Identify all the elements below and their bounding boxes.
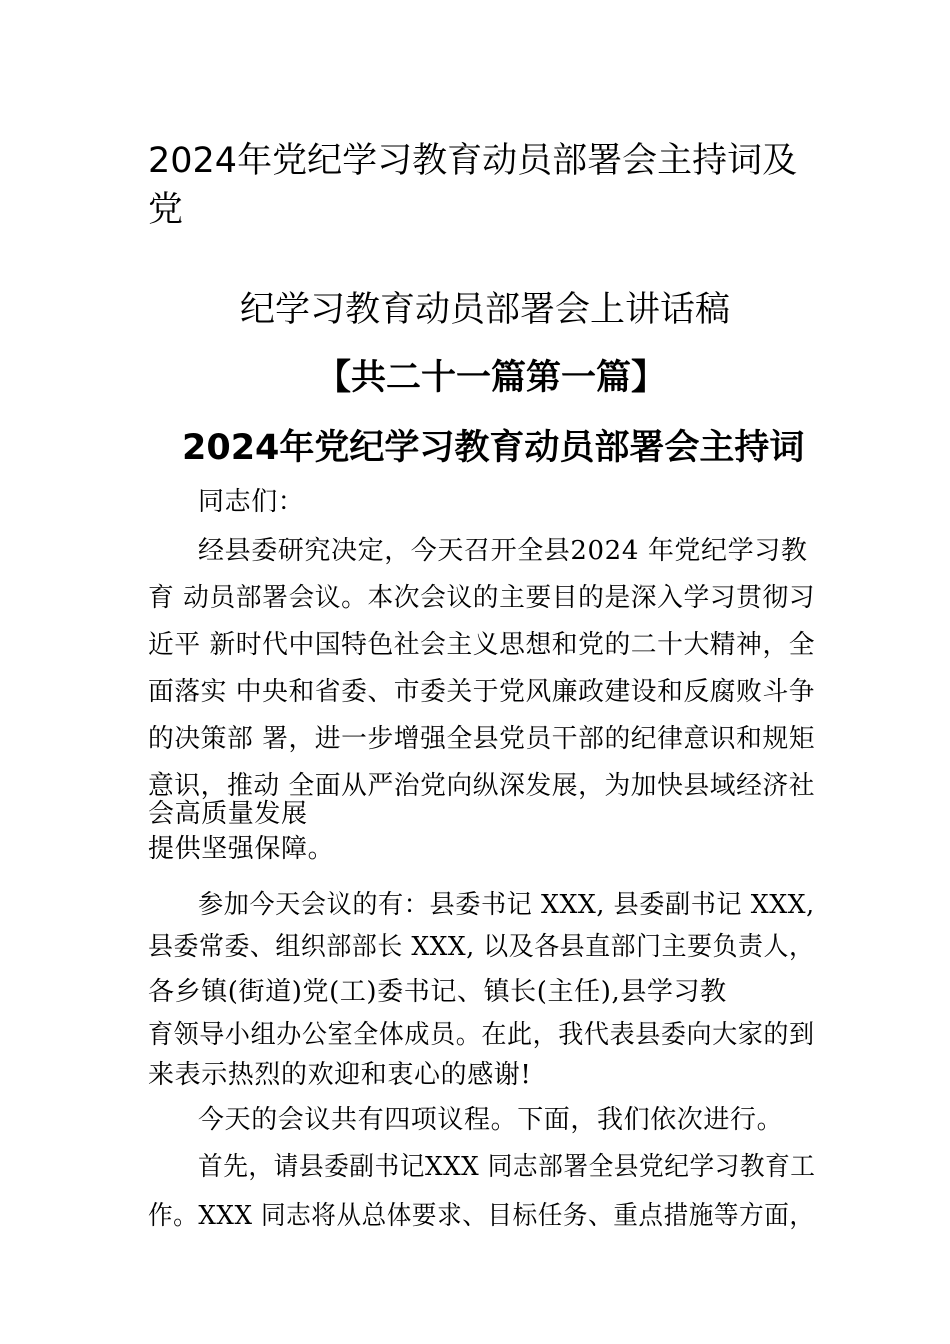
paragraph-line: 意识，推动 全面从严治党向纵深发展，为加快县域经济社 [148, 771, 816, 801]
paragraph-line: 县委常委、组织部部长 XXX, 以及各县直部门主要负责人， [148, 932, 815, 962]
paragraph-line: 的决策部 署，进一步增强全县党员干部的纪律意识和规矩 [148, 724, 816, 754]
document-title-line-2: 党 [148, 190, 184, 230]
salutation: 同志们： [198, 487, 305, 517]
series-label: 【共二十一篇第一篇】 [316, 358, 667, 398]
paragraph-line: 参加今天会议的有：县委书记 XXX, 县委副书记 XXX, [198, 890, 815, 920]
paragraph-line: 提供坚强保障。 [148, 834, 335, 864]
paragraph-line: 作。XXX 同志将从总体要求、目标任务、重点措施等方面， [148, 1201, 815, 1231]
paragraph-line: 育 动员部署会议。本次会议的主要目的是深入学习贯彻习 [148, 583, 816, 613]
paragraph-line: 会高质量发展 [148, 799, 308, 829]
paragraph-line: 育领导小组办公室全体成员。在此，我代表县委向大家的到 [148, 1020, 815, 1050]
paragraph-line: 近平 新时代中国特色社会主义思想和党的二十大精神，全 [148, 630, 816, 660]
paragraph-line: 今天的会议共有四项议程。下面，我们依次进行。 [198, 1105, 784, 1135]
paragraph-line: 来表示热烈的欢迎和衷心的感谢! [148, 1060, 532, 1090]
section-title: 2024年党纪学习教育动员部署会主持词 [182, 428, 805, 468]
paragraph-line: 经县委研究决定，今天召开全县2024 年党纪学习教 [198, 536, 808, 566]
document-title-line-1: 2024年党纪学习教育动员部署会主持词及 [148, 141, 798, 181]
document-title-line-3: 纪学习教育动员部署会上讲话稿 [240, 290, 731, 330]
paragraph-line: 面落实 中央和省委、市委关于党风廉政建设和反腐败斗争 [148, 677, 816, 707]
paragraph-line: 首先，请县委副书记XXX 同志部署全县党纪学习教育工 [198, 1152, 816, 1182]
paragraph-line: 各乡镇(街道)党(工)委书记、镇长(主任),县学习教 [148, 977, 727, 1007]
